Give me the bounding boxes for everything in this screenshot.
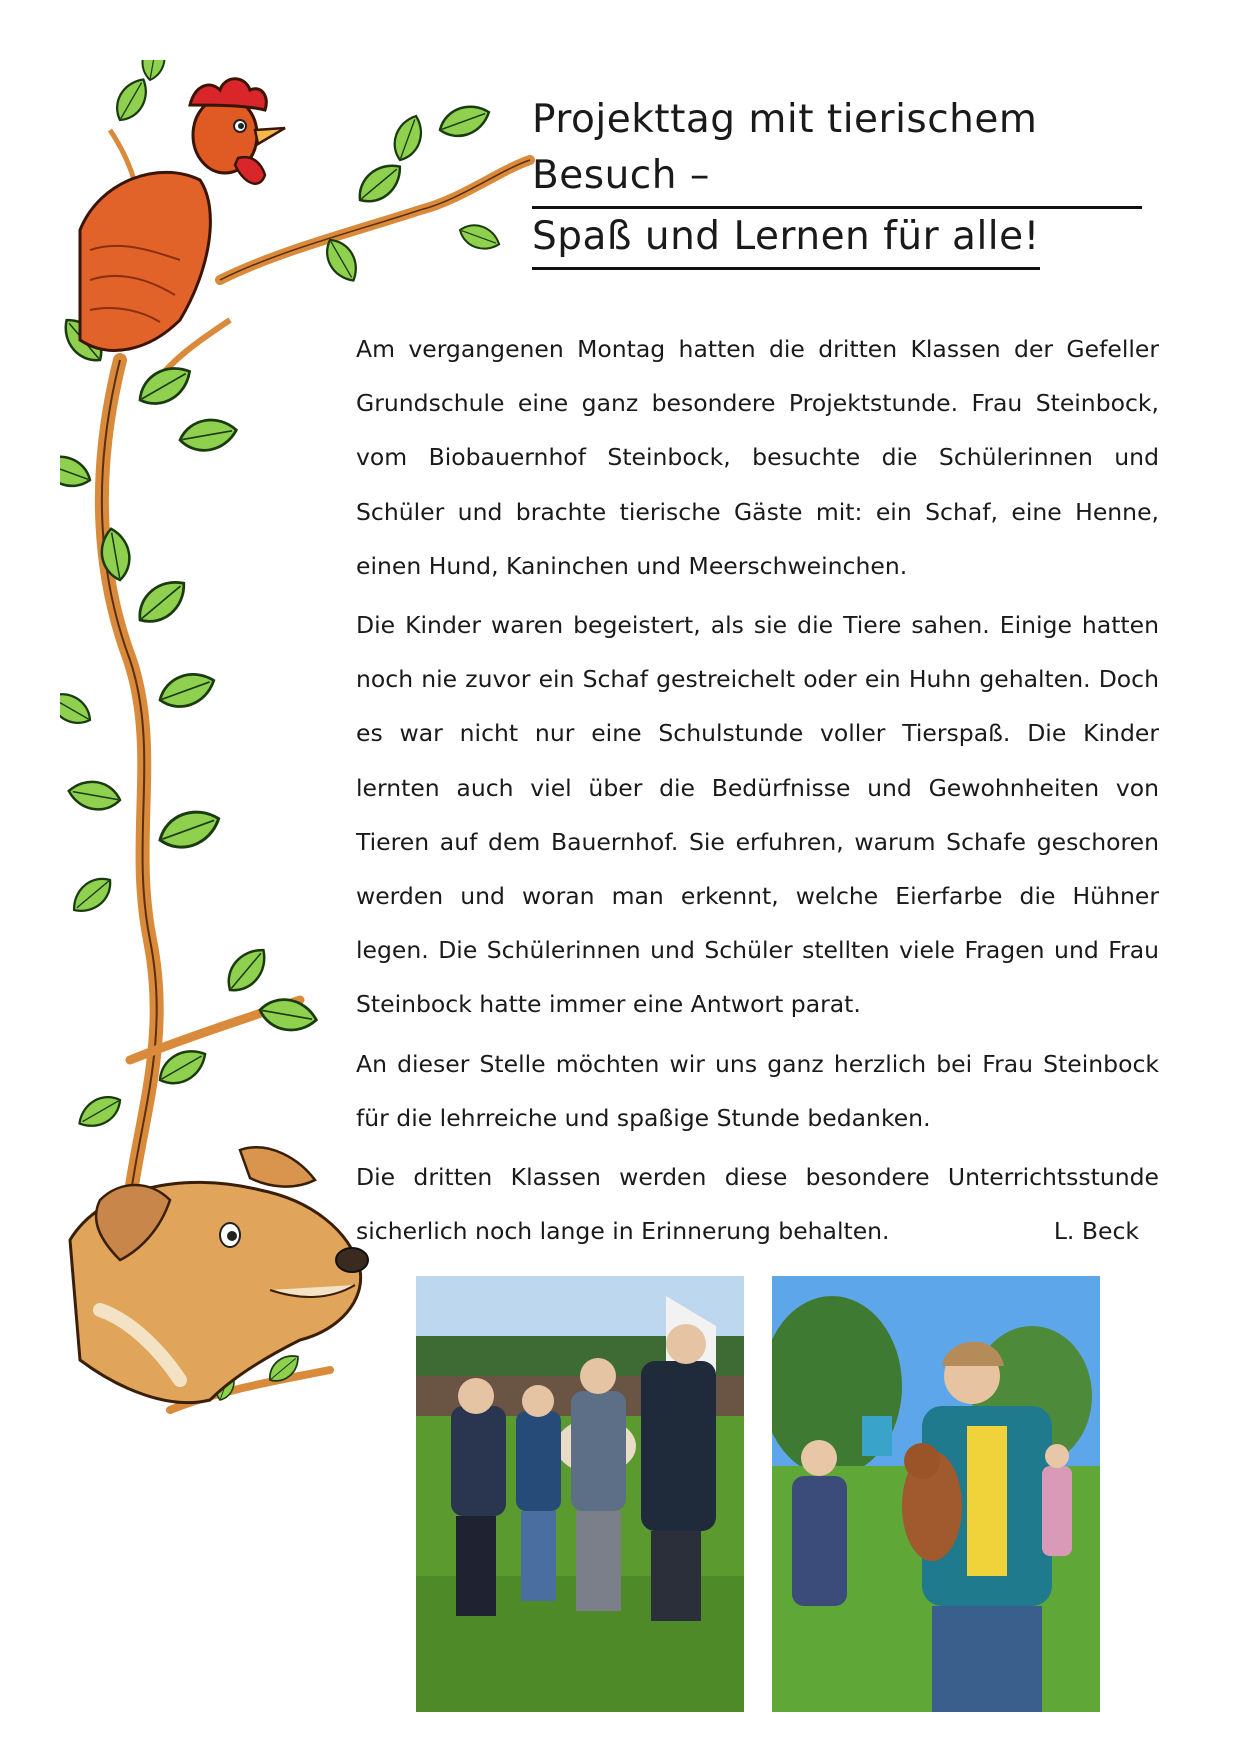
dog-icon xyxy=(70,1147,368,1402)
photo-children-with-sheep xyxy=(416,1276,744,1712)
paragraph: Am vergangenen Montag hatten die dritten Klassen der Gefeller Grundschule eine ganz besondere Projektstunde. Frau Steinbock, vom Biobauernhof Steinbock, besuchte die Schülerinnen und Schüler und brachte tierische Gäste mit: ein Schaf, eine Henne, einen Hund, Kaninchen und Meerschweinchen. xyxy=(356,335,1159,580)
title-line-2: Spaß und Lernen für alle! xyxy=(532,209,1040,270)
signature: L. Beck xyxy=(1053,1217,1139,1246)
rooster-icon xyxy=(80,79,285,351)
article-title xyxy=(532,92,1142,270)
article-body xyxy=(356,322,1159,1263)
paragraph: An dieser Stelle möchten wir uns ganz herzlich bei Frau Steinbock für die lehrreiche und spaßige Stunde bedanken. xyxy=(356,1049,1159,1132)
paragraph: Die Kinder waren begeistert, als sie die Tiere sahen. Einige hatten noch nie zuvor ein Schaf gestreichelt oder ein Huhn gehalten. Doch es war nicht nur eine Schulstunde voller Tierspaß. Die Kinder lernten auch viel über die Bedürfnisse und Gewohnheiten von Tieren auf dem Bauernhof. Sie erfuhren, warum Schafe geschoren werden und woran man erkennt, welche Eierfarbe die Hühner legen. Die Schülerinnen und Schüler stellten viele Fragen und Frau Steinbock hatte immer eine Antwort parat. xyxy=(356,611,1159,1019)
photo-woman-with-dog xyxy=(772,1276,1100,1712)
paragraph: Die dritten Klassen werden diese besondere Unterrichtsstunde sicherlich noch lange in Erinnerung behalten. xyxy=(356,1163,1159,1246)
paragraph-final xyxy=(356,1150,1159,1258)
title-line-1: Projekttag mit tierischem Besuch – xyxy=(532,92,1142,209)
